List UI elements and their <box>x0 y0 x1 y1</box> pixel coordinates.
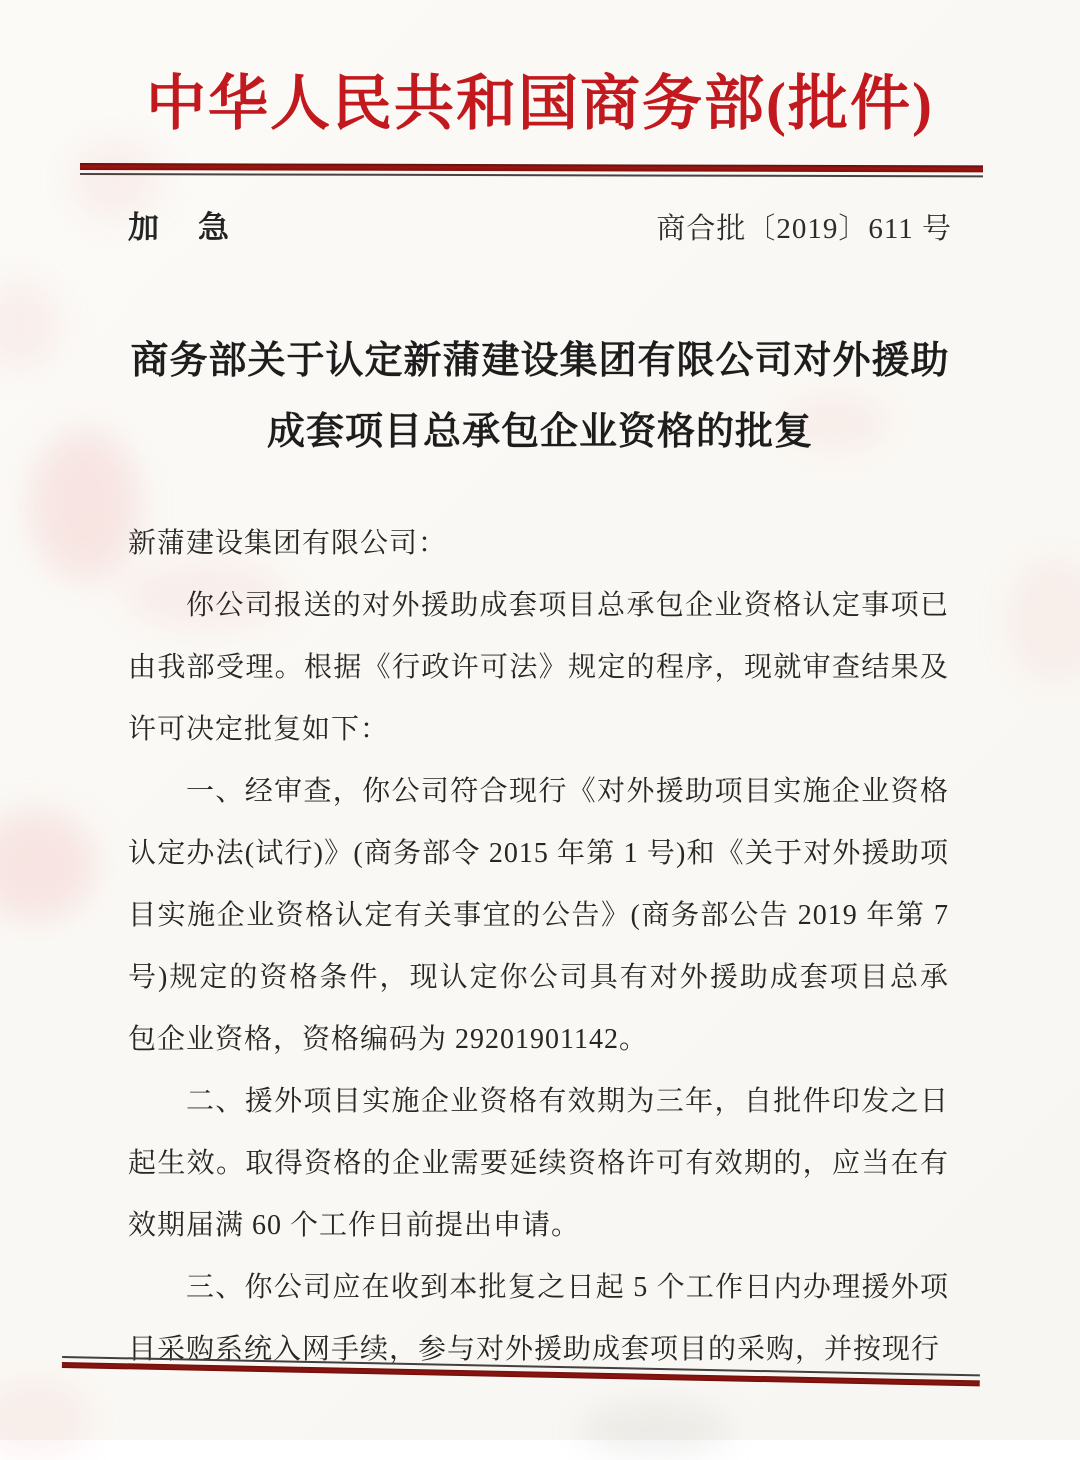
document-title-line1: 商务部关于认定新蒲建设集团有限公司对外援助 <box>130 340 950 382</box>
masthead-rule <box>80 163 983 177</box>
body-paragraph: 三、你公司应在收到本批复之日起 5 个工作日内办理援外项目采购系统入网手续，参与对外援助成套项目的采购，并按现行 <box>128 1272 949 1365</box>
body-paragraph: 一、经审查，你公司符合现行《对外援助项目实施企业资格认定办法(试行)》(商务部令 2015 年第 1 号)和《关于对外援助项目实施企业资格认定有关事宜的公告》(商务部公告 2019 年第 7 号)规定的资格条件，现认定你公司具有对外援助成套项目总承包企业资格，资格编码为 29201901142。 <box>128 776 949 1055</box>
masthead-rule-red-bar <box>80 163 983 172</box>
document-body <box>128 513 949 1381</box>
masthead-rule-thin-line <box>80 173 983 177</box>
body-paragraph: 二、援外项目实施企业资格有效期为三年，自批件印发之日起生效。取得资格的企业需要延续资格许可有效期的，应当在有效期届满 60 个工作日前提出申请。 <box>128 1086 949 1241</box>
scan-smudge <box>0 810 95 920</box>
salutation: 新蒲建设集团有限公司： <box>128 528 448 559</box>
scan-smudge <box>0 1380 90 1460</box>
document-title-line2: 成套项目总承包企业资格的批复 <box>266 411 813 453</box>
scan-smudge <box>580 1405 730 1455</box>
scan-smudge <box>0 280 60 370</box>
masthead-title: 中华人民共和国商务部(批件) <box>146 71 934 137</box>
document-number: 商合批〔2019〕611 号 <box>656 213 952 245</box>
body-paragraph: 你公司报送的对外援助成套项目总承包企业资格认定事项已由我部受理。根据《行政许可法》规定的程序，现就审查结果及许可决定批复如下： <box>128 590 949 745</box>
urgency-label: 加 急 <box>128 210 233 245</box>
document-title <box>60 326 1020 468</box>
scan-smudge <box>1010 560 1080 680</box>
meta-row <box>128 202 952 247</box>
